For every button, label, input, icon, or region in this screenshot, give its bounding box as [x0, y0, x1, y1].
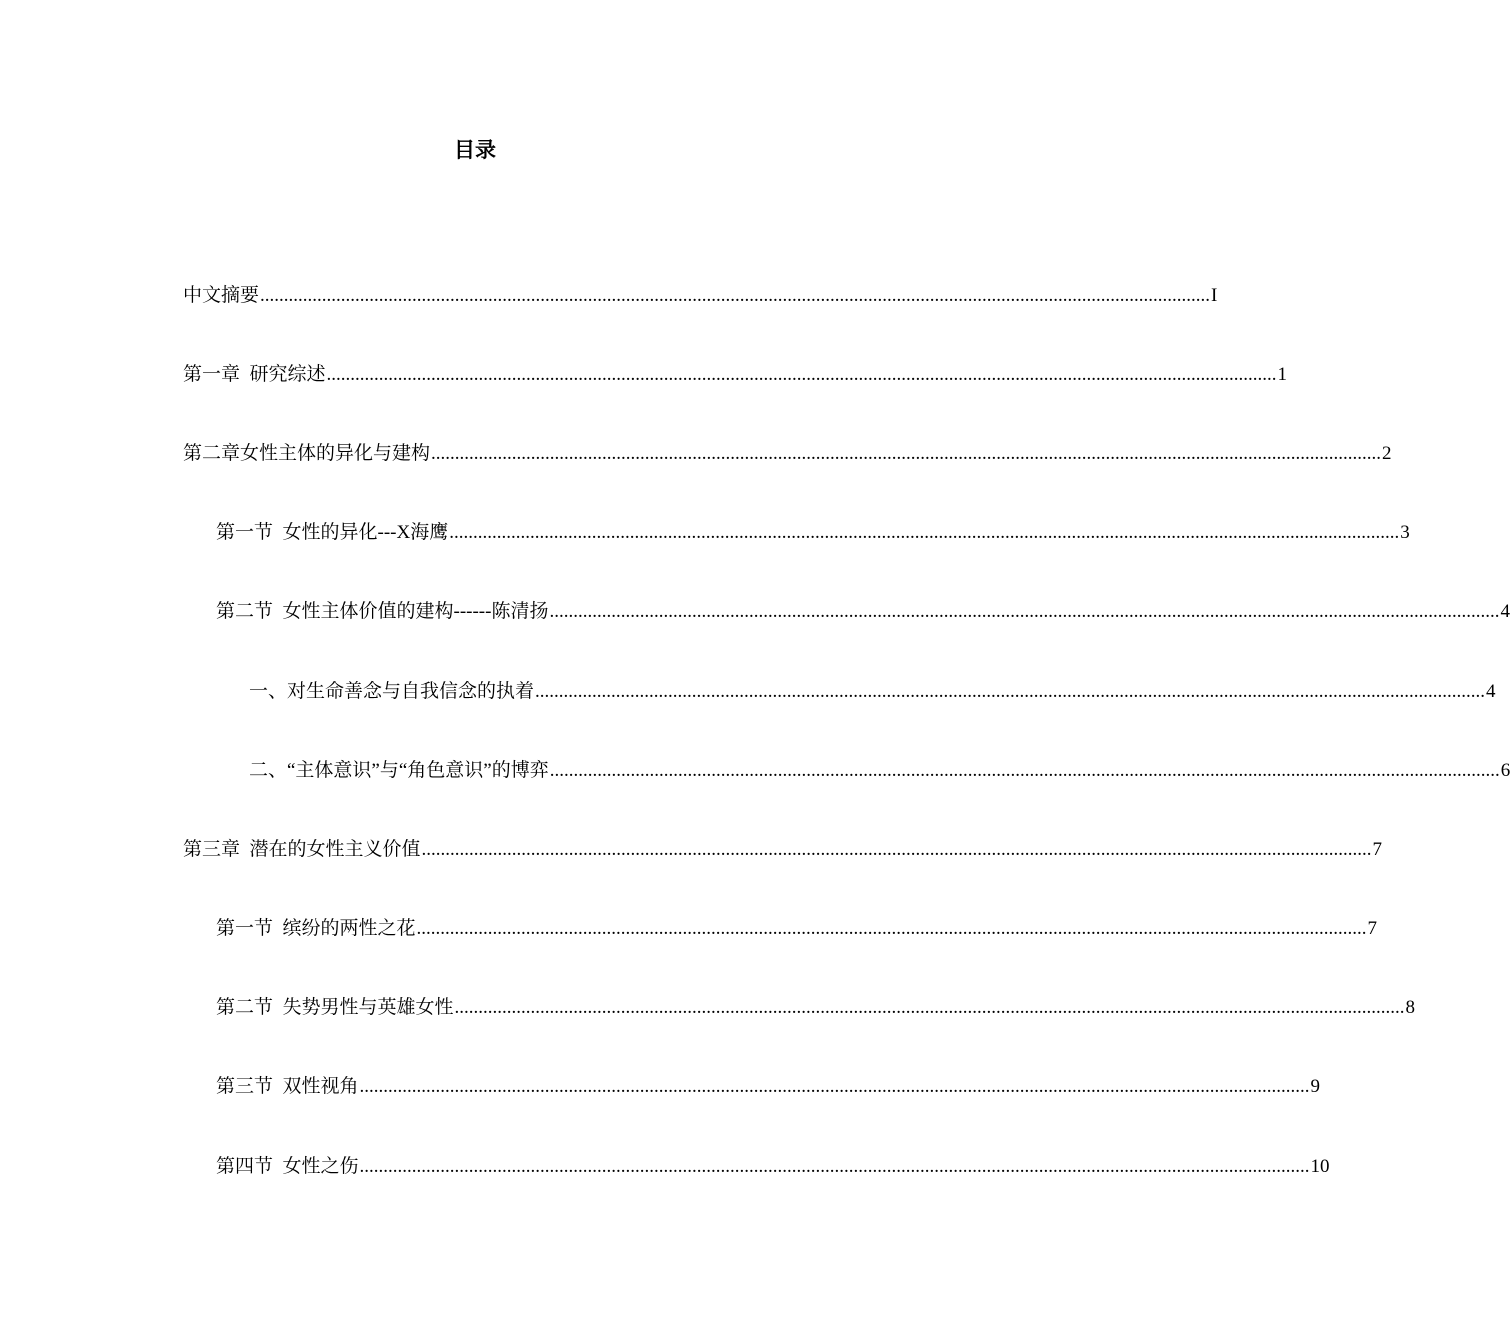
- toc-entry-page: I: [1211, 285, 1218, 306]
- dot-leader: ........................................................................................................................................................................................................: [449, 522, 1400, 543]
- toc-entry[interactable]: [0, 835, 1383, 865]
- dot-leader: ........................................................................................................................................................................................................: [260, 285, 1211, 306]
- toc-entry-text: 第二节 女性主体价值的建构------陈清扬: [216, 601, 549, 622]
- toc-entry[interactable]: [0, 518, 1410, 548]
- dot-leader: ........................................................................................................................................................................................................: [421, 839, 1372, 860]
- toc-entry-text: 第一节 缤纷的两性之花: [216, 918, 416, 939]
- dot-leader: ........................................................................................................................................................................................................: [431, 443, 1382, 464]
- toc-entry-page: 3: [1400, 522, 1410, 543]
- page-title: 目录: [454, 138, 496, 162]
- toc-entry[interactable]: [0, 360, 1288, 390]
- toc-entry-text: 第三章 潜在的女性主义价值: [183, 839, 421, 860]
- toc-entry-page: 2: [1382, 443, 1392, 464]
- toc-entry-page: 6: [1500, 760, 1510, 781]
- toc-entry-page: 7: [1372, 839, 1383, 860]
- toc-entry-page: 7: [1367, 918, 1378, 939]
- toc-entry[interactable]: [0, 993, 1416, 1023]
- toc-entry[interactable]: [0, 1072, 1321, 1102]
- dot-leader: ........................................................................................................................................................................................................: [454, 997, 1405, 1018]
- toc-entry-page: 10: [1310, 1156, 1330, 1177]
- toc-entry-text: 第二节 失势男性与英雄女性: [216, 997, 454, 1018]
- toc-entry[interactable]: [0, 281, 1218, 311]
- toc-entry-text: 中文摘要: [183, 285, 260, 306]
- toc-entry-page: 4: [1500, 601, 1510, 622]
- dot-leader: ........................................................................................................................................................................................................: [326, 364, 1277, 385]
- dot-leader: ........................................................................................................................................................................................................: [549, 601, 1500, 622]
- toc-entry[interactable]: [0, 597, 1510, 627]
- toc-entry[interactable]: [0, 1152, 1330, 1182]
- toc-entry-page: 4: [1486, 681, 1496, 702]
- toc-entry[interactable]: [0, 756, 1510, 786]
- toc-entry-text: 第一章 研究综述: [183, 364, 326, 385]
- dot-leader: ........................................................................................................................................................................................................: [359, 1076, 1310, 1097]
- dot-leader: ........................................................................................................................................................................................................: [359, 1156, 1310, 1177]
- toc-entry-text: 第二章女性主体的异化与建构: [183, 443, 431, 464]
- toc-entry-page: 9: [1310, 1076, 1321, 1097]
- dot-leader: ........................................................................................................................................................................................................: [549, 760, 1500, 781]
- dot-leader: ........................................................................................................................................................................................................: [416, 918, 1367, 939]
- toc-entry-text: 第三节 双性视角: [216, 1076, 359, 1097]
- toc-entry-text: 第一节 女性的异化---X海鹰: [216, 522, 449, 543]
- dot-leader: ........................................................................................................................................................................................................: [535, 681, 1486, 702]
- toc-entry[interactable]: [0, 439, 1392, 469]
- toc-entry[interactable]: [0, 677, 1496, 707]
- toc-entry[interactable]: [0, 914, 1378, 944]
- toc-entry-text: 第四节 女性之伤: [216, 1156, 359, 1177]
- toc-entry-page: 1: [1277, 364, 1288, 385]
- toc-entry-text: 一、对生命善念与自我信念的执着: [249, 681, 535, 702]
- toc-entry-text: 二、“主体意识”与“角色意识”的博弈: [249, 760, 549, 781]
- toc-entry-page: 8: [1405, 997, 1416, 1018]
